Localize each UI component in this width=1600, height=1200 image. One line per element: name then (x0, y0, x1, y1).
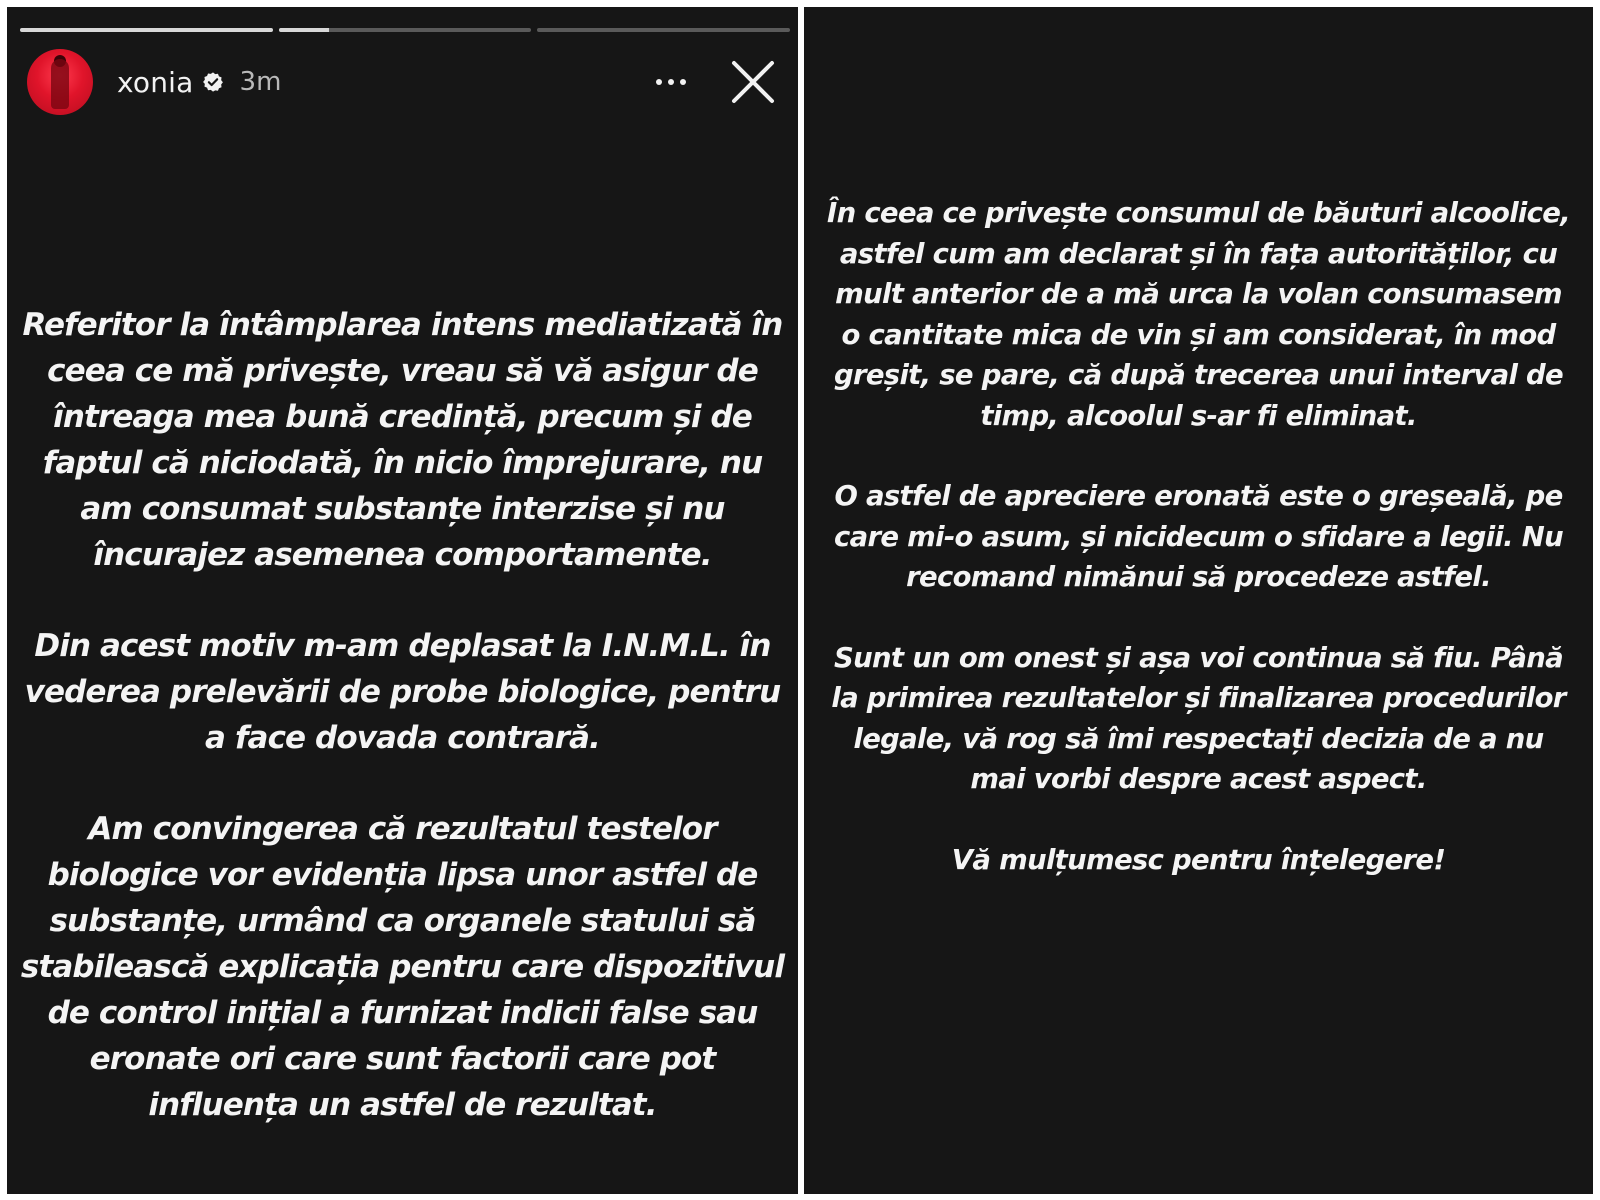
story-paragraph: În ceea ce privește consumul de băuturi alcoolice, astfel cum am declarat și în fața autorităților, cu mult anterior de a mă urca la volan consumasem o cantitate mica de vin și am considerat, în mod greșit, se pare, că după trecerea unui interval de timp, alcoolul s-ar fi eliminat. (827, 197, 1570, 432)
more-options-button[interactable] (646, 62, 696, 102)
avatar-photo-figure (51, 59, 69, 109)
avatar[interactable] (27, 49, 93, 115)
progress-segment-2-fill (279, 28, 330, 32)
story-text-right (804, 193, 1593, 880)
username[interactable]: xonia (117, 65, 194, 99)
more-dots-icon (656, 79, 662, 85)
story-paragraph: Referitor la întâmplarea intens mediatizată în ceea ce mă privește, vreau să vă asigur de întreaga mea bună credință, precum și de faptul că niciodată, în nicio împrejurare, nu am consumat substanțe interzise și nu încurajez asemenea comportamente. (22, 307, 783, 573)
story-paragraph: O astfel de apreciere eronată este o greșeală, pe care mi-o asum, și nicidecum o sfidare a legii. Nu recomand nimănui să procedeze astfel. (834, 480, 1563, 593)
progress-segment-2 (279, 28, 532, 32)
close-icon[interactable] (730, 59, 776, 105)
verified-badge-icon (202, 71, 224, 93)
progress-segment-3 (537, 28, 790, 32)
story-header (27, 47, 788, 117)
story-text-left (7, 302, 798, 1128)
story-panel-right[interactable] (804, 7, 1593, 1194)
story-paragraph: Sunt un om onest și așa voi continua să fiu. Până la primirea rezultatelor și finalizarea procedurilor legale, vă rog să îmi respectați decizia de a nu mai vorbi despre acest aspect. (831, 641, 1566, 795)
story-paragraph: Am convingerea că rezultatul testelor biologice vor evidenția lipsa unor astfel de substanțe, urmând ca organele statului să stabilească explicația pentru care dispozitivul de control inițial a furnizat indicii false sau eronate ori care sunt factorii care pot influența un astfel de rezultat. (20, 811, 785, 1123)
story-progress-bar (20, 28, 790, 32)
progress-segment-1-fill (20, 28, 273, 32)
post-timestamp: 3m (239, 67, 282, 97)
more-dots-icon-part (668, 79, 674, 85)
story-paragraph: Din acest motiv m-am deplasat la I.N.M.L. în vederea prelevării de probe biologice, pentru a face dovada contrară. (24, 628, 781, 756)
progress-segment-1 (20, 28, 273, 32)
story-paragraph: Vă mulțumesc pentru înțelegere! (951, 843, 1446, 876)
story-panel-left[interactable] (7, 7, 798, 1194)
more-dots-icon-part (680, 79, 686, 85)
